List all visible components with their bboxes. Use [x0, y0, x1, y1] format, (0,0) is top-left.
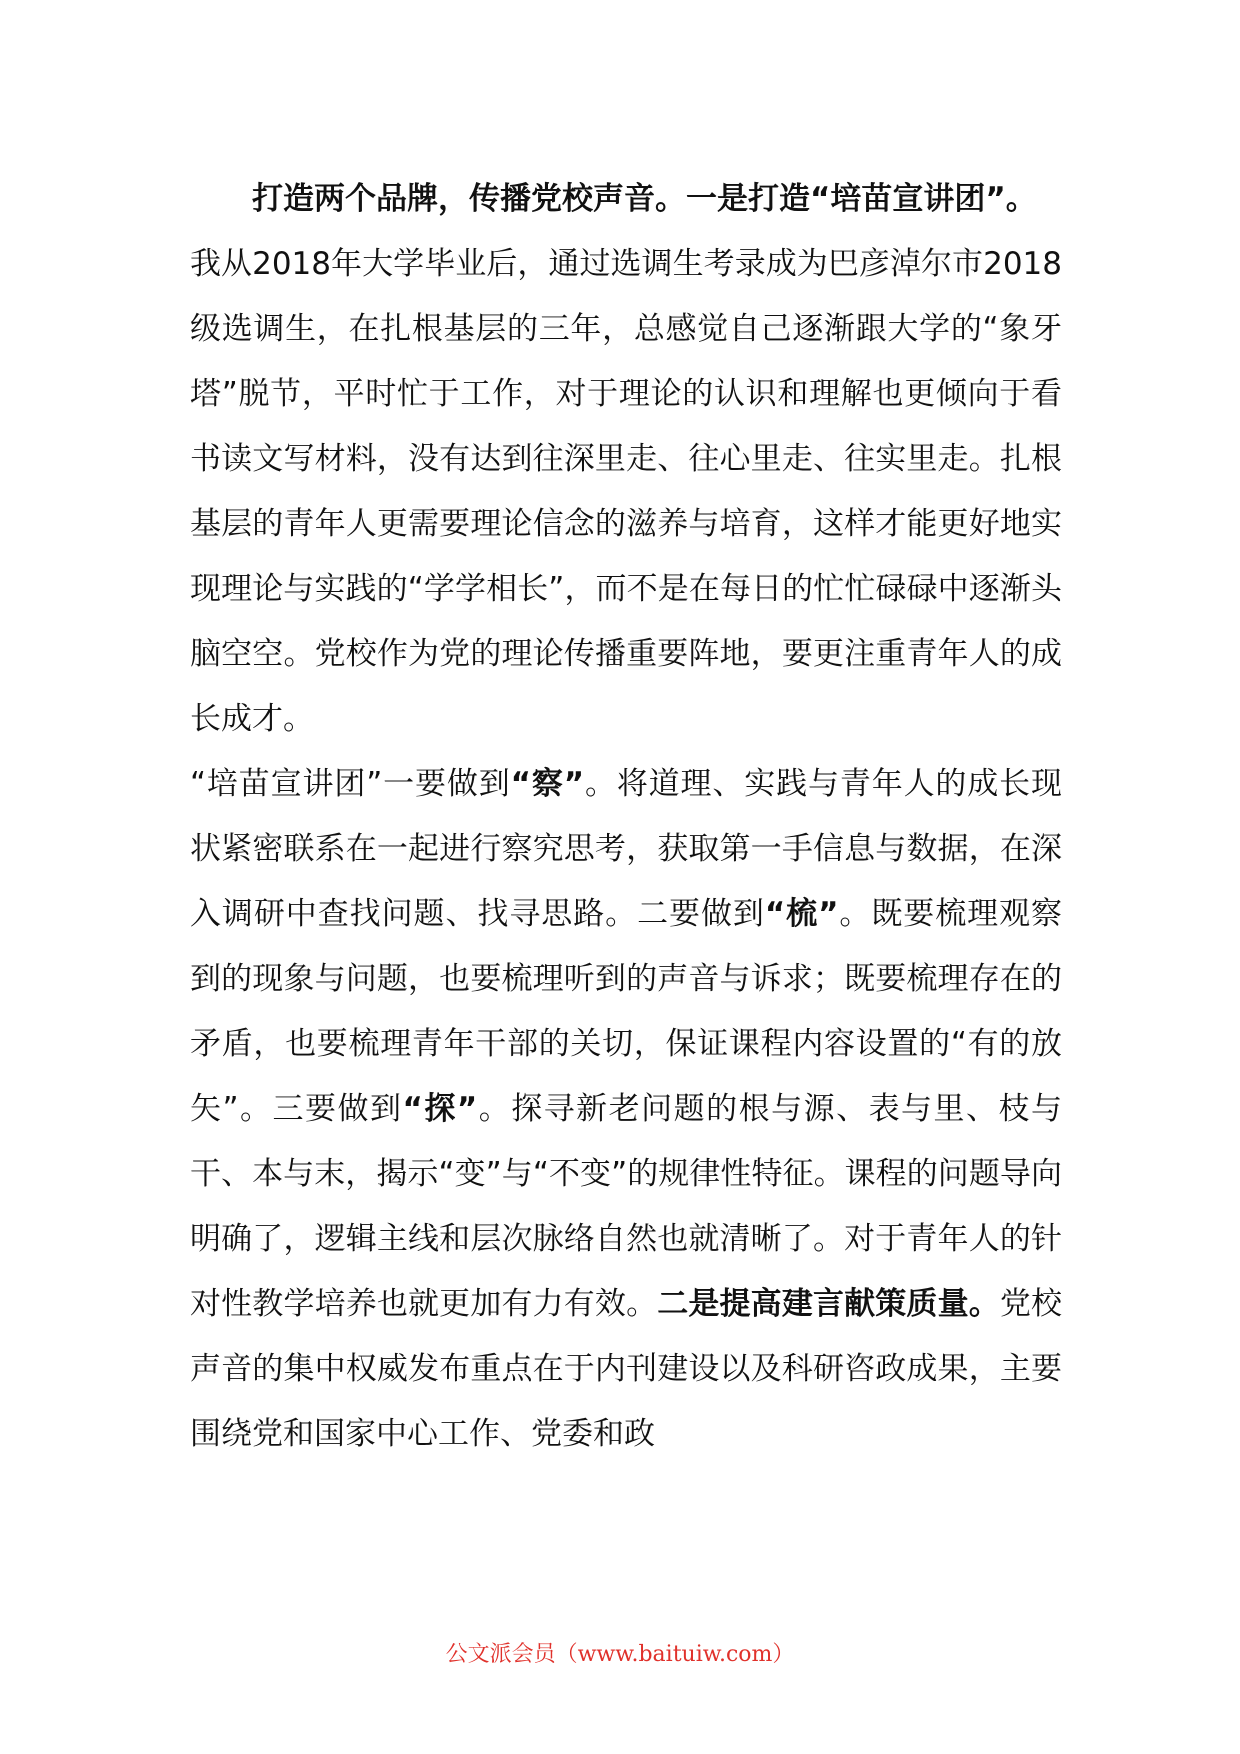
paragraph-1: 我从2018年大学毕业后，通过选调生考录成为巴彦淖尔市2018级选调生，在扎根基层的三年，总感觉自己逐渐跟大学的“象牙塔”脱节，平时忙于工作，对于理论的认识和理解也更倾向于看书读文写材料，没有达到往深里走、往心里走、往实里走。扎根基层的青年人更需要理论信念的滋养与培育，这样才能更好地实现理论与实践的“学学相长”，而不是在每日的忙忙碌碌中逐渐头脑空空。党校作为党的理论传播重要阵地，要更注重青年人的成长成才。	[190, 246, 1062, 737]
keyword-tan: “探”	[402, 1091, 478, 1127]
keyword-cha: “察”	[510, 766, 585, 802]
subheading-two: 二是提高建言献策质量。	[657, 1286, 1000, 1322]
paragraph-2	[190, 752, 1062, 1467]
keyword-shu: “梳”	[764, 896, 839, 932]
paragraph-2-text-f: 党校声音的集中权威发布重点在于内刊建设以及科研咨政成果，主要围绕党和国家中心工作、党委和政	[190, 1286, 1063, 1452]
section-heading: 打造两个品牌，传播党校声音。一是打造“培苗宣讲团”。	[252, 181, 1037, 217]
paragraph-2-text-c: 。将道理、实践与青年人的成长现状紧密联系在一起进行察究思考，获取第一手信息与数据，在深入调研中查找问题、找寻思路。二要做到	[190, 766, 1063, 932]
paragraph-2-text-d: 。既要梳理观察到的现象与问题，也要梳理听到的声音与诉求；既要梳理存在的矛盾，也要梳理青年干部的关切，保证课程内容设置的“有的放矢”。三要做到	[190, 896, 1063, 1127]
paragraph-2-text-a: “培苗宣讲团”一要做到	[190, 766, 511, 802]
paragraph-2-text-e: 。探寻新老问题的根与源、表与里、枝与干、本与末，揭示“变”与“不变”的规律性特征。课程的问题导向明确了，逻辑主线和层次脉络自然也就清晰了。对于青年人的针对性教学培养也就更加有力有效。	[190, 1091, 1063, 1322]
document-body	[190, 167, 1062, 1467]
footer-watermark: 公文派会员（www.baituiw.com）	[445, 1642, 795, 1667]
